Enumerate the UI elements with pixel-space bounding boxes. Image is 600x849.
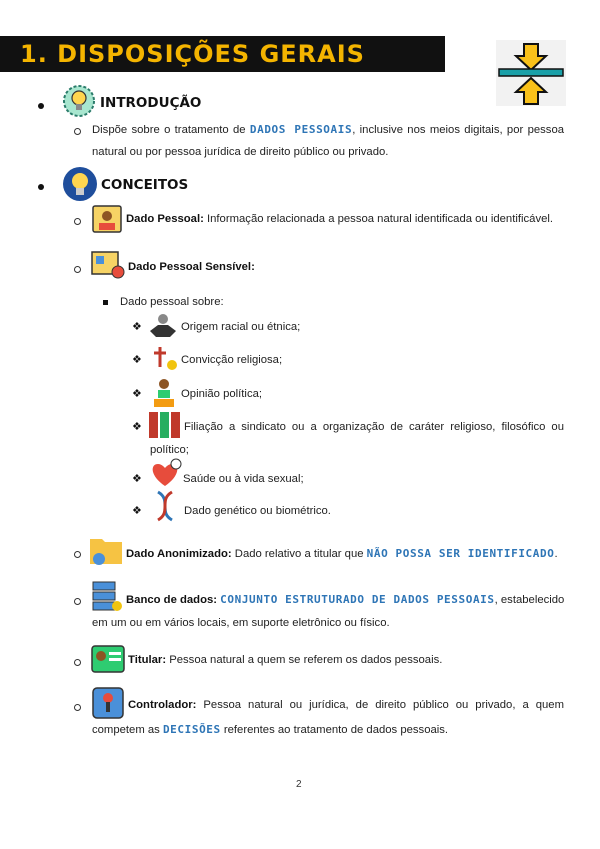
handshake-icon <box>148 313 178 341</box>
health-heart-icon <box>148 458 182 488</box>
controlador-term: Controlador: <box>128 699 197 711</box>
diamond-bullet: ❖ <box>132 473 142 485</box>
anonimizado-text: Dado relativo a titular que <box>231 548 367 560</box>
personal-data-icon <box>91 202 123 234</box>
sensitive-item: Origem racial ou étnica; <box>181 321 301 333</box>
diamond-bullet: ❖ <box>132 505 142 517</box>
diamond-bullet: ❖ <box>132 354 142 366</box>
dado-pessoal-line <box>126 212 553 227</box>
sensitive-item: Filiação a sindicato ou a organização de caráter religioso, filosófico ou <box>184 421 564 433</box>
sub-bullet <box>74 266 81 273</box>
anonymized-folder-icon <box>89 533 123 567</box>
titular-term: Titular: <box>128 654 167 666</box>
sensitive-item: Dado genético ou biométrico. <box>184 505 331 517</box>
section-banner <box>0 36 445 72</box>
intro-highlight: DADOS PESSOAIS <box>249 123 353 136</box>
banco-line-1 <box>126 592 564 608</box>
dado-pessoal-term: Dado Pessoal: <box>126 213 204 225</box>
intro-heading: INTRODUÇÃO <box>100 95 202 111</box>
sensitive-item: Convicção religiosa; <box>181 354 283 366</box>
controller-joystick-icon <box>91 686 125 720</box>
lightbulb-idea-icon <box>62 84 96 118</box>
banco-line-2: em um ou em vários locais, em suporte eletrônico ou físico. <box>92 617 390 629</box>
politics-icon <box>150 377 178 409</box>
id-card-icon <box>91 644 125 674</box>
page-number: 2 <box>296 779 302 790</box>
sub-bullet <box>74 659 81 666</box>
sensitive-item: Saúde ou à vida sexual; <box>183 473 304 485</box>
banco-highlight: CONJUNTO ESTRUTURADO DE DADOS PESSOAIS <box>220 593 495 606</box>
database-icon <box>91 580 123 614</box>
sub-bullet <box>74 551 81 558</box>
section-bullet <box>38 184 44 190</box>
dna-icon <box>150 490 180 522</box>
concepts-heading: CONCEITOS <box>101 177 189 193</box>
union-group-icon <box>148 408 182 440</box>
sub-bullet <box>74 218 81 225</box>
banco-text: , estabelecido <box>494 594 565 606</box>
banco-term: Banco de dados: <box>126 594 218 606</box>
titular-line <box>128 653 442 668</box>
intro-text-3: natural ou por pessoa jurídica de direito público ou privado. <box>92 146 389 158</box>
sensitive-item-cont: político; <box>150 444 189 456</box>
controlador-text-2a: competem as <box>92 724 163 736</box>
merge-arrows-icon <box>496 40 566 106</box>
sensitive-data-icon <box>91 250 125 280</box>
dado-sensivel-term: Dado Pessoal Sensível: <box>128 261 255 273</box>
intro-paragraph <box>92 119 564 163</box>
titular-text: Pessoa natural a quem se referem os dados pessoais. <box>166 654 443 666</box>
controlador-text-2b: referentes ao tratamento de dados pessoais. <box>220 724 449 736</box>
anonimizado-term: Dado Anonimizado: <box>126 548 232 560</box>
sub-bullet <box>74 128 81 135</box>
diamond-bullet: ❖ <box>132 321 142 333</box>
sub-bullet <box>74 704 81 711</box>
section-title: 1. DISPOSIÇÕES GERAIS <box>20 40 365 68</box>
diamond-bullet: ❖ <box>132 388 142 400</box>
section-bullet <box>38 103 44 109</box>
religion-icon <box>150 343 180 373</box>
intro-text-1: Dispõe sobre o tratamento de <box>92 124 250 136</box>
controlador-line-2 <box>92 722 448 738</box>
list-bullet <box>103 300 108 305</box>
dado-pessoal-text: Informação relacionada a pessoa natural identificada ou identificável. <box>203 213 554 225</box>
sensitive-item: Opinião política; <box>181 388 263 400</box>
controlador-text: Pessoa natural ou jurídica, de direito público ou privado, a quem <box>196 699 564 711</box>
controlador-highlight: DECISÕES <box>162 723 221 736</box>
intro-text-2: , inclusive nos meios digitais, por pessoa <box>352 124 565 136</box>
anonimizado-end: . <box>554 548 558 560</box>
anonimizado-line <box>126 546 558 562</box>
concept-lightbulb-icon <box>62 166 98 202</box>
dado-sensivel-intro: Dado pessoal sobre: <box>120 296 224 308</box>
sub-bullet <box>74 598 81 605</box>
anonimizado-highlight: NÃO POSSA SER IDENTIFICADO <box>366 547 555 560</box>
diamond-bullet: ❖ <box>132 421 142 433</box>
controlador-line-1 <box>128 698 564 713</box>
